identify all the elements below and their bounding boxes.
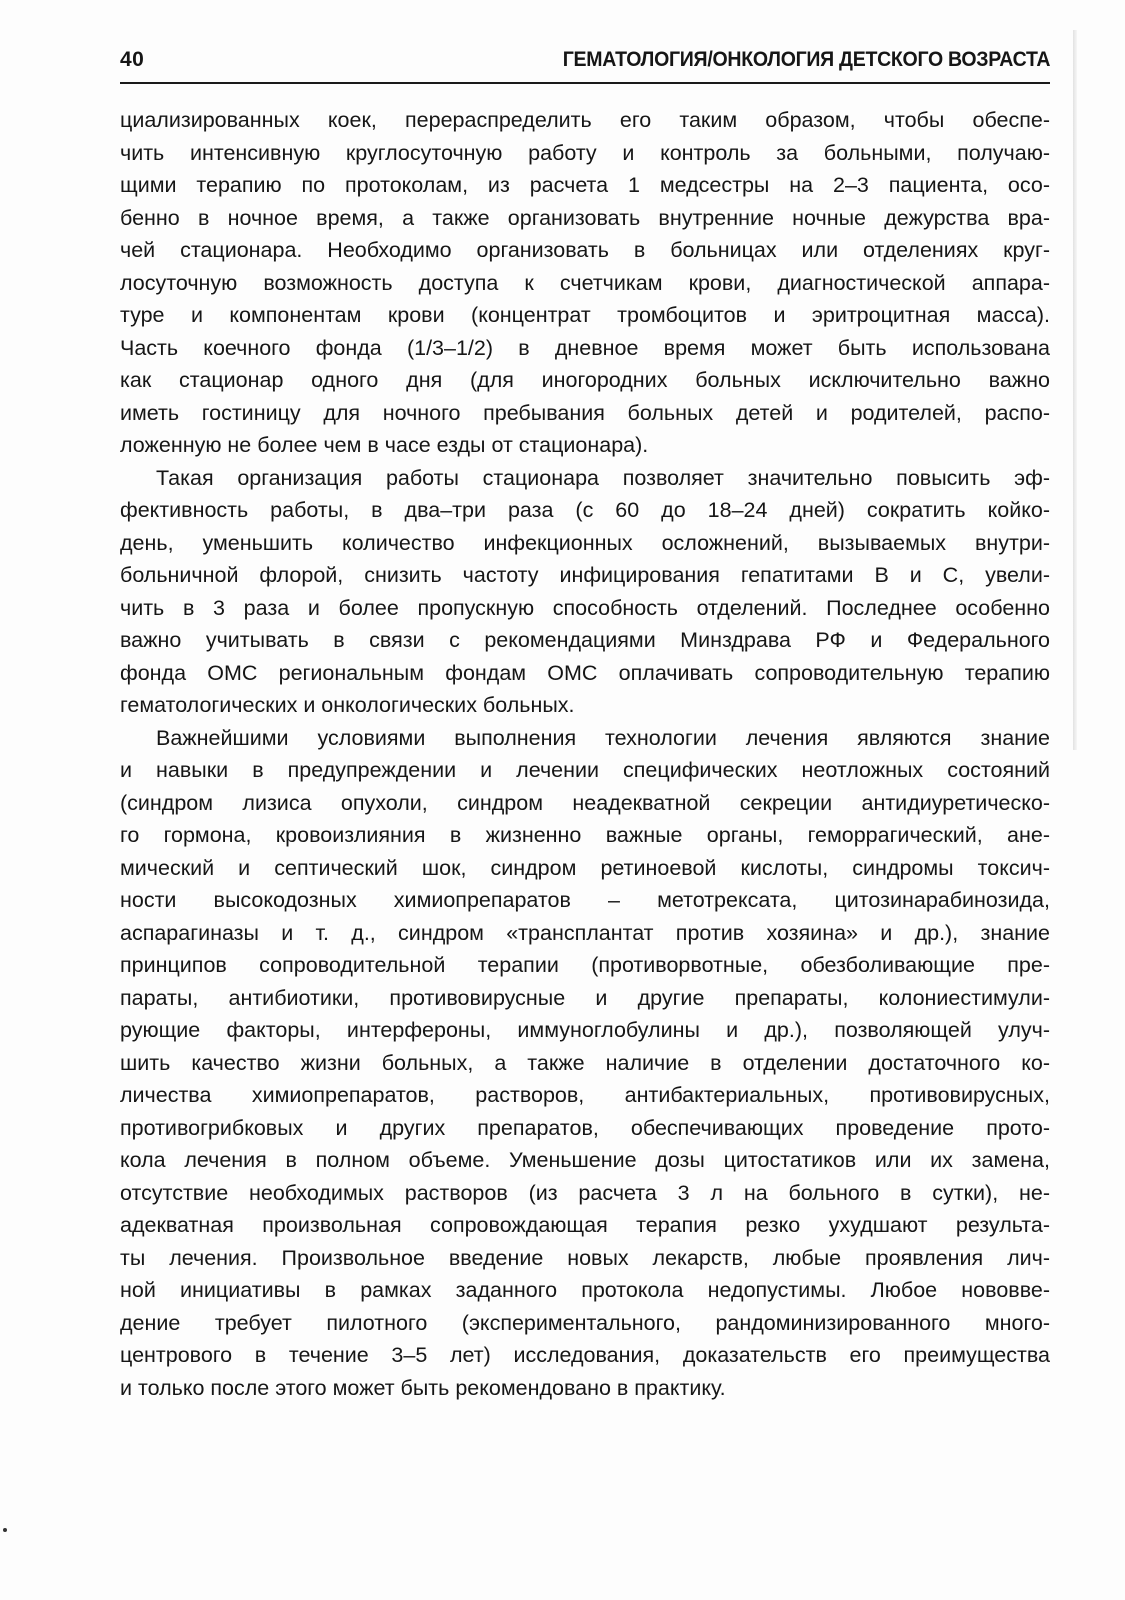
text-line: туре и компонентам крови (концентрат тромбоцитов и эритроцитная масса).: [120, 303, 1050, 327]
text-line: день, уменьшить количество инфекционных осложнений, вызываемых внутри-: [120, 530, 1050, 555]
text-line: адекватная произвольная сопровождающая терапия резко ухудшают результа-: [120, 1213, 1050, 1237]
text-line: центрового в течение 3–5 лет) исследования, доказательств его преимущества: [120, 1343, 1050, 1367]
text-line: личества химиопрепаратов, растворов, антибактериальных, противовирусных,: [120, 1083, 1050, 1107]
text-line: больничной флорой, снизить частоту инфицирования гепатитами В и С, увели-: [120, 563, 1050, 587]
text-line: чить в 3 раза и более пропускную способность отделений. Последнее особенно: [120, 595, 1050, 620]
paragraph-3: [120, 722, 1050, 1405]
text-line: чей стационара. Необходимо организовать в больницах или отделениях круг-: [120, 238, 1050, 262]
scan-shadow-edge: [1073, 30, 1077, 750]
text-line: Часть коечного фонда (1/3–1/2) в дневное время может быть использована: [120, 335, 1050, 360]
text-line: как стационар одного дня (для иногородних больных исключительно важно: [120, 368, 1050, 392]
text-line: щими терапию по протоколам, из расчета 1 медсестры на 2–3 пациента, осо-: [120, 173, 1050, 197]
text-line: важно учитывать в связи с рекомендациями Минздрава РФ и Федерального: [120, 628, 1050, 652]
text-line: кола лечения в полном объеме. Уменьшение дозы цитостатиков или их замена,: [120, 1148, 1050, 1172]
text-line: рующие факторы, интерфероны, иммуноглобулины и др.), позволяющей улуч-: [120, 1018, 1050, 1042]
text-line: гематологических и онкологических больных.: [120, 693, 575, 717]
text-line: принципов сопроводительной терапии (противорвотные, обезболивающие пре-: [120, 953, 1050, 977]
text-line: мический и септический шок, синдром ретиноевой кислоты, синдромы токсич-: [120, 855, 1050, 880]
text-line: фективность работы, в два–три раза (с 60 до 18–24 дней) сократить койко-: [120, 498, 1050, 522]
page-header: [120, 44, 1050, 84]
text-line: дение требует пилотного (экспериментального, рандоминизированного много-: [120, 1310, 1050, 1335]
paragraph-2: [120, 462, 1050, 722]
text-line: и навыки в предупреждении и лечении специфических неотложных состояний: [120, 758, 1050, 782]
text-line: ты лечения. Произвольное введение новых лекарств, любые проявления лич-: [120, 1245, 1050, 1270]
text-line: ности высокодозных химиопрепаратов – метотрексата, цитозинарабинозида,: [120, 888, 1050, 912]
scan-speck: [3, 1528, 7, 1532]
text-line: параты, антибиотики, противовирусные и другие препараты, колониестимули-: [120, 985, 1050, 1010]
text-line: циализированных коек, перераспределить его таким образом, чтобы обеспе-: [120, 108, 1050, 132]
text-line: лосуточную возможность доступа к счетчикам крови, диагностической аппара-: [120, 270, 1050, 295]
running-title: ГЕМАТОЛОГИЯ/ОНКОЛОГИЯ ДЕТСКОГО ВОЗРАСТА: [562, 48, 1050, 71]
text-line: Важнейшими условиями выполнения технологии лечения являются знание: [156, 725, 1050, 750]
text-line: бенно в ночное время, а также организовать внутренние ночные дежурства вра-: [120, 205, 1050, 230]
text-line: иметь гостиницу для ночного пребывания больных детей и родителей, распо-: [120, 400, 1050, 425]
text-line: го гормона, кровоизлияния в жизненно важные органы, геморрагический, ане-: [120, 823, 1050, 847]
text-line: (синдром лизиса опухоли, синдром неадекватной секреции антидиуретическо-: [120, 790, 1050, 815]
text-line: ложенную не более чем в часе езды от стационара).: [120, 433, 649, 457]
text-line: и только после этого может быть рекомендовано в практику.: [120, 1375, 726, 1400]
text-line: противогрибковых и других препаратов, обеспечивающих проведение прото-: [120, 1115, 1050, 1140]
text-line: Такая организация работы стационара позволяет значительно повысить эф-: [156, 465, 1050, 490]
text-line: фонда ОМС региональным фондам ОМС оплачивать сопроводительную терапию: [120, 660, 1050, 685]
text-line: чить интенсивную круглосуточную работу и контроль за больными, получаю-: [120, 140, 1050, 165]
page-number: 40: [120, 48, 145, 71]
paragraph-1: [120, 104, 1050, 462]
text-line: отсутствие необходимых растворов (из расчета 3 л на больного в сутки), не-: [120, 1180, 1050, 1205]
text-line: шить качество жизни больных, а также наличие в отделении достаточного ко-: [120, 1050, 1050, 1075]
text-line: ной инициативы в рамках заданного протокола недопустимы. Любое нововве-: [120, 1278, 1050, 1302]
body-text: [120, 104, 1050, 1404]
text-line: аспарагиназы и т. д., синдром «трансплантат против хозяина» и др.), знание: [120, 920, 1050, 945]
